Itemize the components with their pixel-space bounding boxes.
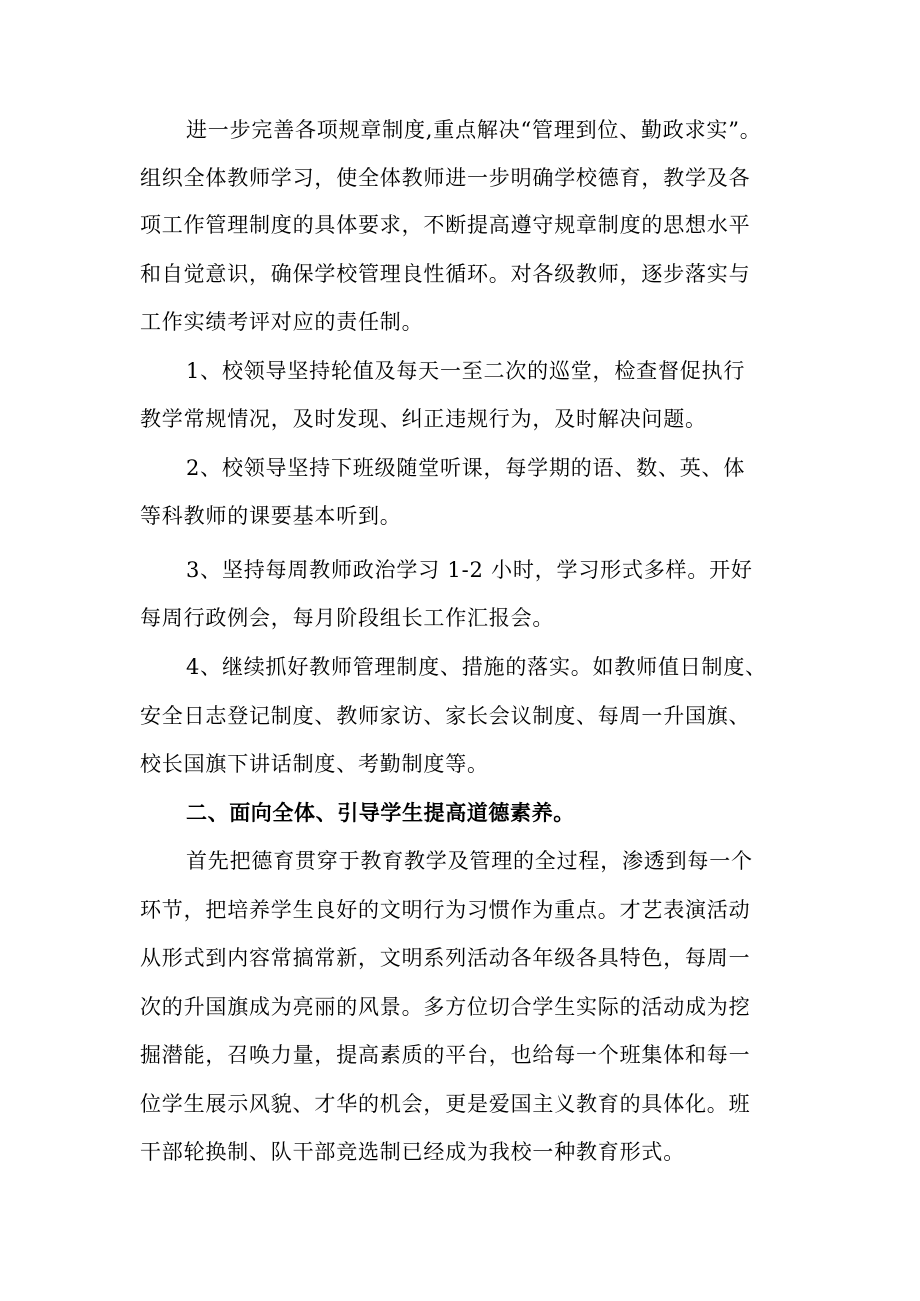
paragraph-line: 位学生展示风貌、才华的机会，更是爱国主义教育的具体化。班 bbox=[140, 1092, 751, 1116]
paragraph-line: 从形式到内容常搞常新，文明系列活动各年级各具特色，每周一 bbox=[140, 946, 751, 970]
paragraph-line: 3、坚持每周教师政治学习 1-2 小时，学习形式多样。开好 bbox=[186, 558, 753, 582]
paragraph-line: 每周行政例会，每月阶段组长工作汇报会。 bbox=[140, 606, 555, 630]
paragraph-line: 校长国旗下讲话制度、考勤制度等。 bbox=[140, 752, 489, 776]
paragraph-line: 干部轮换制、队干部竞选制已经成为我校一种教育形式。 bbox=[140, 1140, 685, 1164]
paragraph-line: 工作实绩考评对应的责任制。 bbox=[140, 310, 424, 334]
paragraph-line: 进一步完善各项规章制度,重点解决“管理到位、勤政求实”。 bbox=[186, 118, 762, 142]
paragraph-line: 环节，把培养学生良好的文明行为习惯作为重点。才艺表演活动 bbox=[140, 898, 751, 922]
paragraph-line: 项工作管理制度的具体要求，不断提高遵守规章制度的思想水平 bbox=[140, 213, 751, 237]
paragraph-line: 首先把德育贯穿于教育教学及管理的全过程，渗透到每一个 bbox=[186, 849, 753, 873]
section-heading: 二、面向全体、引导学生提高道德素养。 bbox=[186, 801, 575, 825]
paragraph-line: 次的升国旗成为亮丽的风景。多方位切合学生实际的活动成为挖 bbox=[140, 995, 751, 1019]
paragraph-line: 等科教师的课要基本听到。 bbox=[140, 504, 402, 528]
paragraph-line: 4、继续抓好教师管理制度、措施的落实。如教师值日制度、 bbox=[186, 655, 767, 679]
paragraph-line: 安全日志登记制度、教师家访、家长会议制度、每周一升国旗、 bbox=[140, 704, 751, 728]
paragraph-line: 组织全体教师学习，使全体教师进一步明确学校德育，教学及各 bbox=[140, 166, 751, 190]
paragraph-line: 教学常规情况，及时发现、纠正违规行为，及时解决问题。 bbox=[140, 407, 707, 431]
paragraph-line: 和自觉意识，确保学校管理良性循环。对各级教师，逐步落实与 bbox=[140, 262, 751, 286]
paragraph-line: 1、校领导坚持轮值及每天一至二次的巡堂，检查督促执行 bbox=[186, 359, 746, 383]
paragraph-line: 2、校领导坚持下班级随堂听课，每学期的语、数、英、体 bbox=[186, 456, 746, 480]
paragraph-line: 掘潜能，召唤力量，提高素质的平台，也给每一个班集体和每一 bbox=[140, 1043, 751, 1067]
